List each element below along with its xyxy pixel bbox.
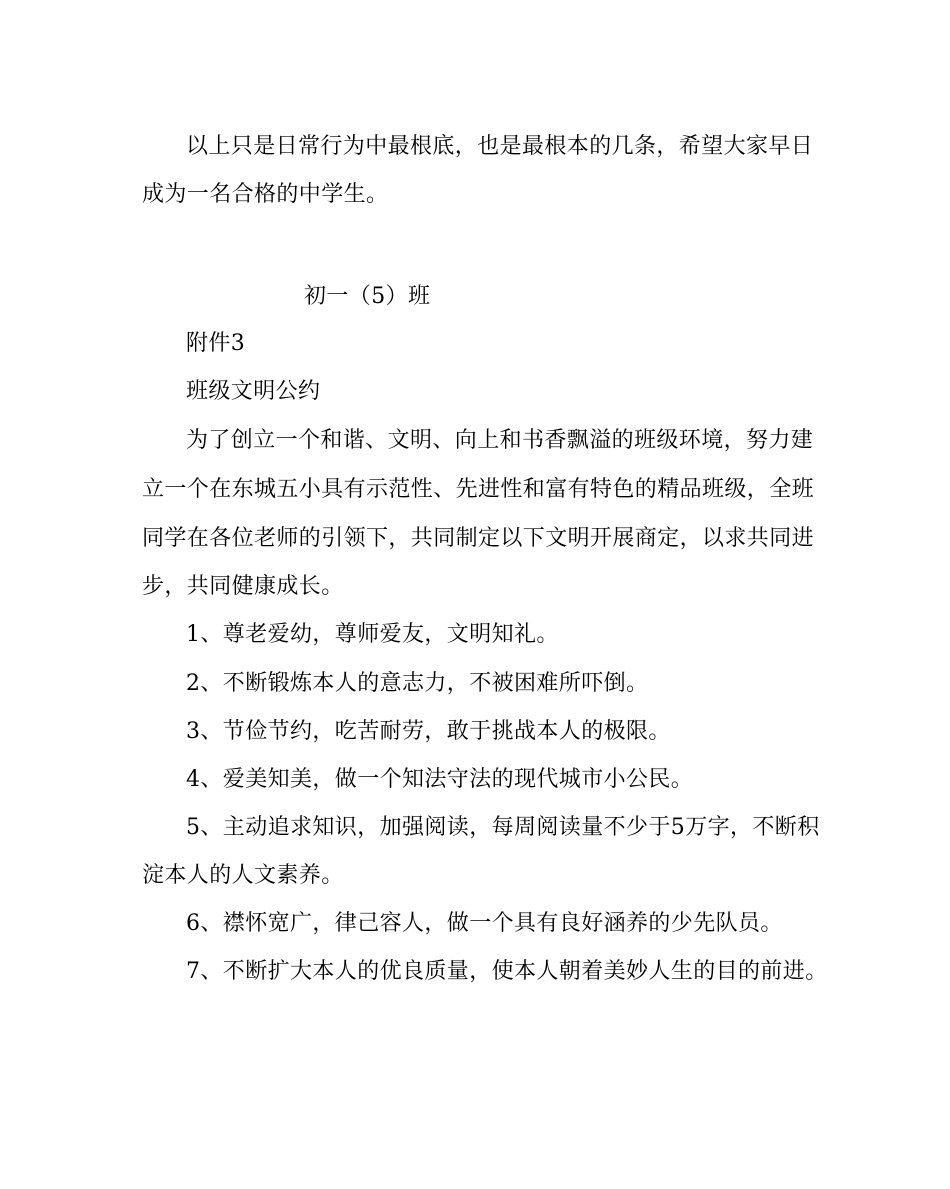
intro-paragraph-line-3: 同学在各位老师的引领下，共同制定以下文明开展商定，以求共同进 <box>142 526 815 551</box>
closing-paragraph-line-2: 成为一名合格的中学生。 <box>142 182 389 207</box>
convention-item-7: 7、不断扩大本人的优良质量，使本人朝着美妙人生的目的前进。 <box>186 959 828 984</box>
convention-title: 班级文明公约 <box>186 379 321 404</box>
class-signature: 初一（5）班 <box>304 284 431 309</box>
convention-item-1: 1、尊老爱幼，尊师爱友，文明知礼。 <box>186 622 559 647</box>
convention-item-5-line-1: 5、主动追求知识，加强阅读，每周阅读量不少于5万字，不断积 <box>186 815 820 840</box>
intro-paragraph-line-4: 步，共同健康成长。 <box>142 574 344 599</box>
convention-item-2: 2、不断锻炼本人的意志力，不被困难所吓倒。 <box>186 671 649 696</box>
convention-item-5-line-2: 淀本人的人文素养。 <box>142 863 344 888</box>
convention-item-6: 6、襟怀宽广，律己容人，做一个具有良好涵养的少先队员。 <box>186 911 783 936</box>
convention-item-4: 4、爱美知美，做一个知法守法的现代城市小公民。 <box>186 767 694 792</box>
convention-item-3: 3、节俭节约，吃苦耐劳，敢于挑战本人的极限。 <box>186 719 671 744</box>
closing-paragraph-line-1: 以上只是日常行为中最根底，也是最根本的几条，希望大家早日 <box>186 134 814 159</box>
intro-paragraph-line-2: 立一个在东城五小具有示范性、先进性和富有特色的精品班级，全班 <box>142 477 815 502</box>
attachment-label: 附件3 <box>186 331 246 356</box>
intro-paragraph-line-1: 为了创立一个和谐、文明、向上和书香飘溢的班级环境，努力建 <box>186 428 814 453</box>
